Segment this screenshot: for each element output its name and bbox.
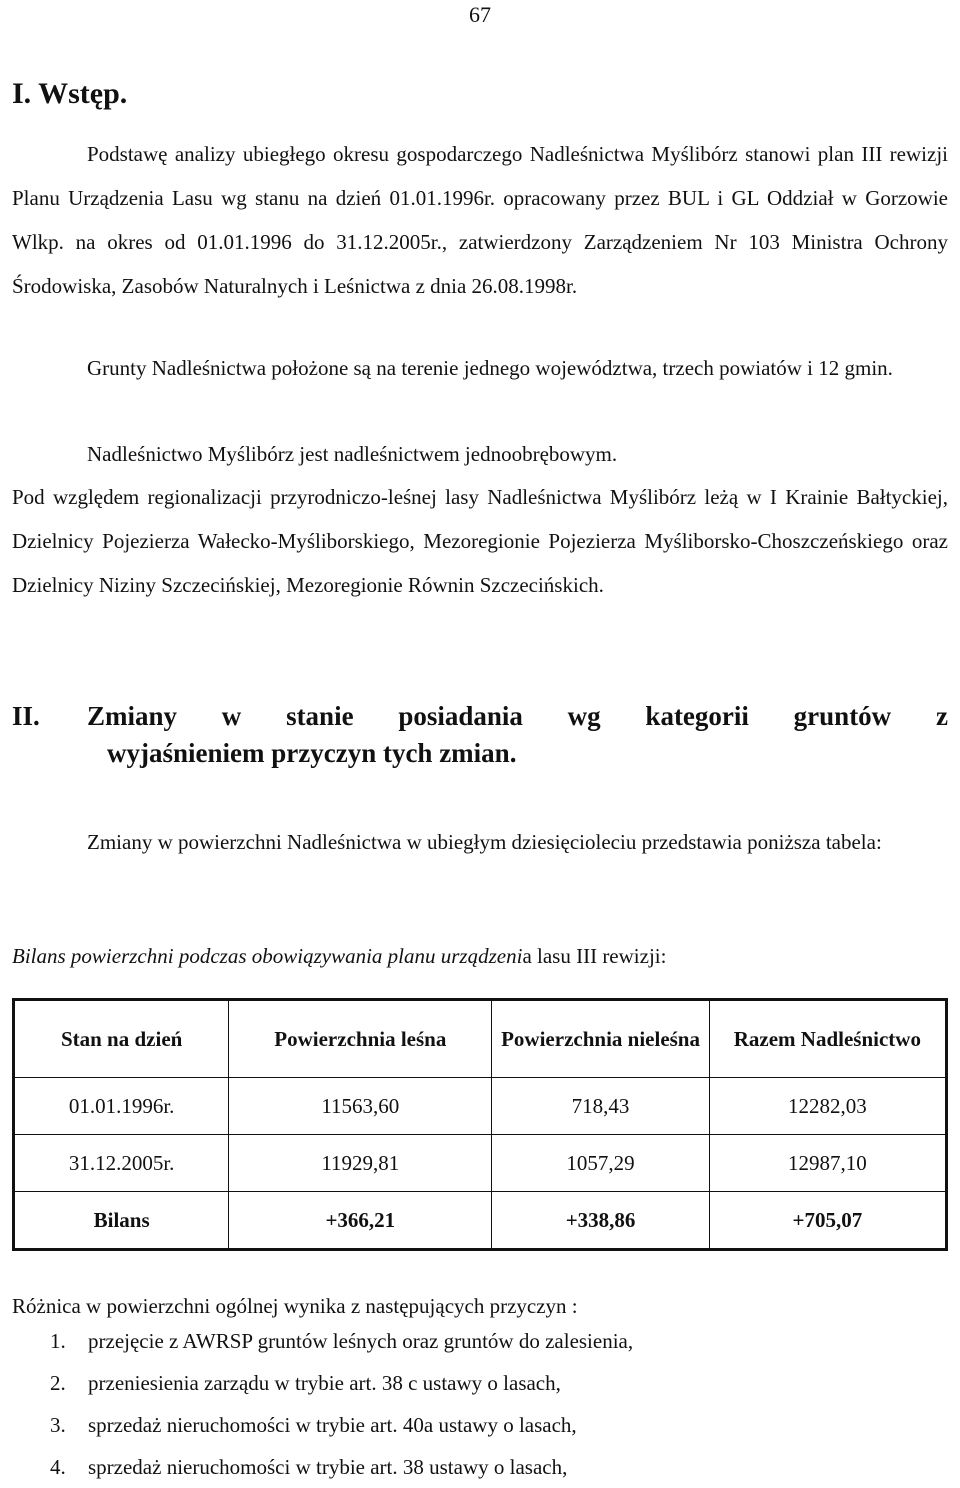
section-2-heading (12, 698, 948, 772)
table-row (14, 1135, 947, 1192)
cell-non-forest-area: 1057,29 (492, 1135, 709, 1192)
section-2-title-line2: wyjaśnieniem przyczyn tych zmian. (107, 738, 517, 768)
header-forest-area: Powierzchnia leśna (229, 1000, 492, 1078)
section-2-title-line1: Zmiany w stanie posiadania wg kategorii gruntów z (87, 701, 948, 731)
cell-date: 01.01.1996r. (14, 1078, 229, 1135)
single-unit-paragraph: Nadleśnictwo Myślibórz jest nadleśnictwem jednoobrębowym. (87, 442, 618, 466)
intro-paragraph: Podstawę analizy ubiegłego okresu gospodarczego Nadleśnictwa Myślibórz stanowi plan III rewizji Planu Urządzenia Lasu wg stanu na dzień 01.01.1996r. opracowany przez BUL i GL Oddział w Gorzowie Wlkp. na okres od 01.01.1996 do 31.12.2005r., zatwierdzony Zarządzeniem Nr 103 Ministra Ochrony Środowiska, Zasobów Naturalnych i Leśnictwa z dnia 26.08.1998r. (12, 142, 948, 298)
cell-balance-forest: +366,21 (229, 1192, 492, 1250)
cell-balance-non-forest: +338,86 (492, 1192, 709, 1250)
cell-balance-total: +705,07 (709, 1192, 946, 1250)
page-number: 67 (469, 2, 491, 27)
section-1-heading: I. Wstęp. (12, 77, 128, 110)
header-date: Stan na dzień (14, 1000, 229, 1078)
header-total: Razem Nadleśnictwo (709, 1000, 946, 1078)
location-paragraph: Grunty Nadleśnictwa położone są na terenie jednego województwa, trzech powiatów i 12 gmin. (87, 356, 893, 380)
cell-forest-area: 11929,81 (229, 1135, 492, 1192)
table-header-row (14, 1000, 947, 1078)
table-row (14, 1078, 947, 1135)
cell-non-forest-area: 718,43 (492, 1078, 709, 1135)
reasons-list (50, 1320, 633, 1488)
section-2-number: II. (12, 701, 40, 731)
reasons-intro: Różnica w powierzchni ogólnej wynika z następujących przyczyn : (12, 1294, 578, 1318)
table-balance-row (14, 1192, 947, 1250)
list-item: 2. przeniesienia zarządu w trybie art. 38 c ustawy o lasach, (50, 1371, 561, 1395)
cell-balance-label: Bilans (14, 1192, 229, 1250)
regionalization-paragraph: Pod względem regionalizacji przyrodniczo-leśnej lasy Nadleśnictwa Myślibórz leżą w I Krainie Bałtyckiej, Dzielnicy Pojezierza Wałecko-Myśliborskiego, Mezoregionie Pojezierza Myśliborsko-Choszczeńskiego oraz Dzielnicy Niziny Szczecińskiej, Mezoregionie Równin Szczecińskich. (12, 485, 948, 597)
list-item: 4. sprzedaż nieruchomości w trybie art. 38 ustawy o lasach, (50, 1455, 568, 1479)
table-caption-rest: a lasu III rewizji: (522, 944, 667, 968)
cell-forest-area: 11563,60 (229, 1078, 492, 1135)
area-balance-table (12, 998, 948, 1251)
cell-date: 31.12.2005r. (14, 1135, 229, 1192)
table-caption-italic: Bilans powierzchni podczas obowiązywania planu urządzeni (12, 944, 523, 968)
cell-total: 12987,10 (709, 1135, 946, 1192)
list-item: 3. sprzedaż nieruchomości w trybie art. 40a ustawy o lasach, (50, 1413, 577, 1437)
cell-total: 12282,03 (709, 1078, 946, 1135)
table-caption (12, 936, 666, 976)
table-intro-paragraph: Zmiany w powierzchni Nadleśnictwa w ubiegłym dziesięcioleciu przedstawia poniższa tabela: (87, 830, 882, 854)
list-item: 1. przejęcie z AWRSP gruntów leśnych oraz gruntów do zalesienia, (50, 1329, 634, 1353)
header-non-forest-area: Powierzchnia nieleśna (492, 1000, 709, 1078)
